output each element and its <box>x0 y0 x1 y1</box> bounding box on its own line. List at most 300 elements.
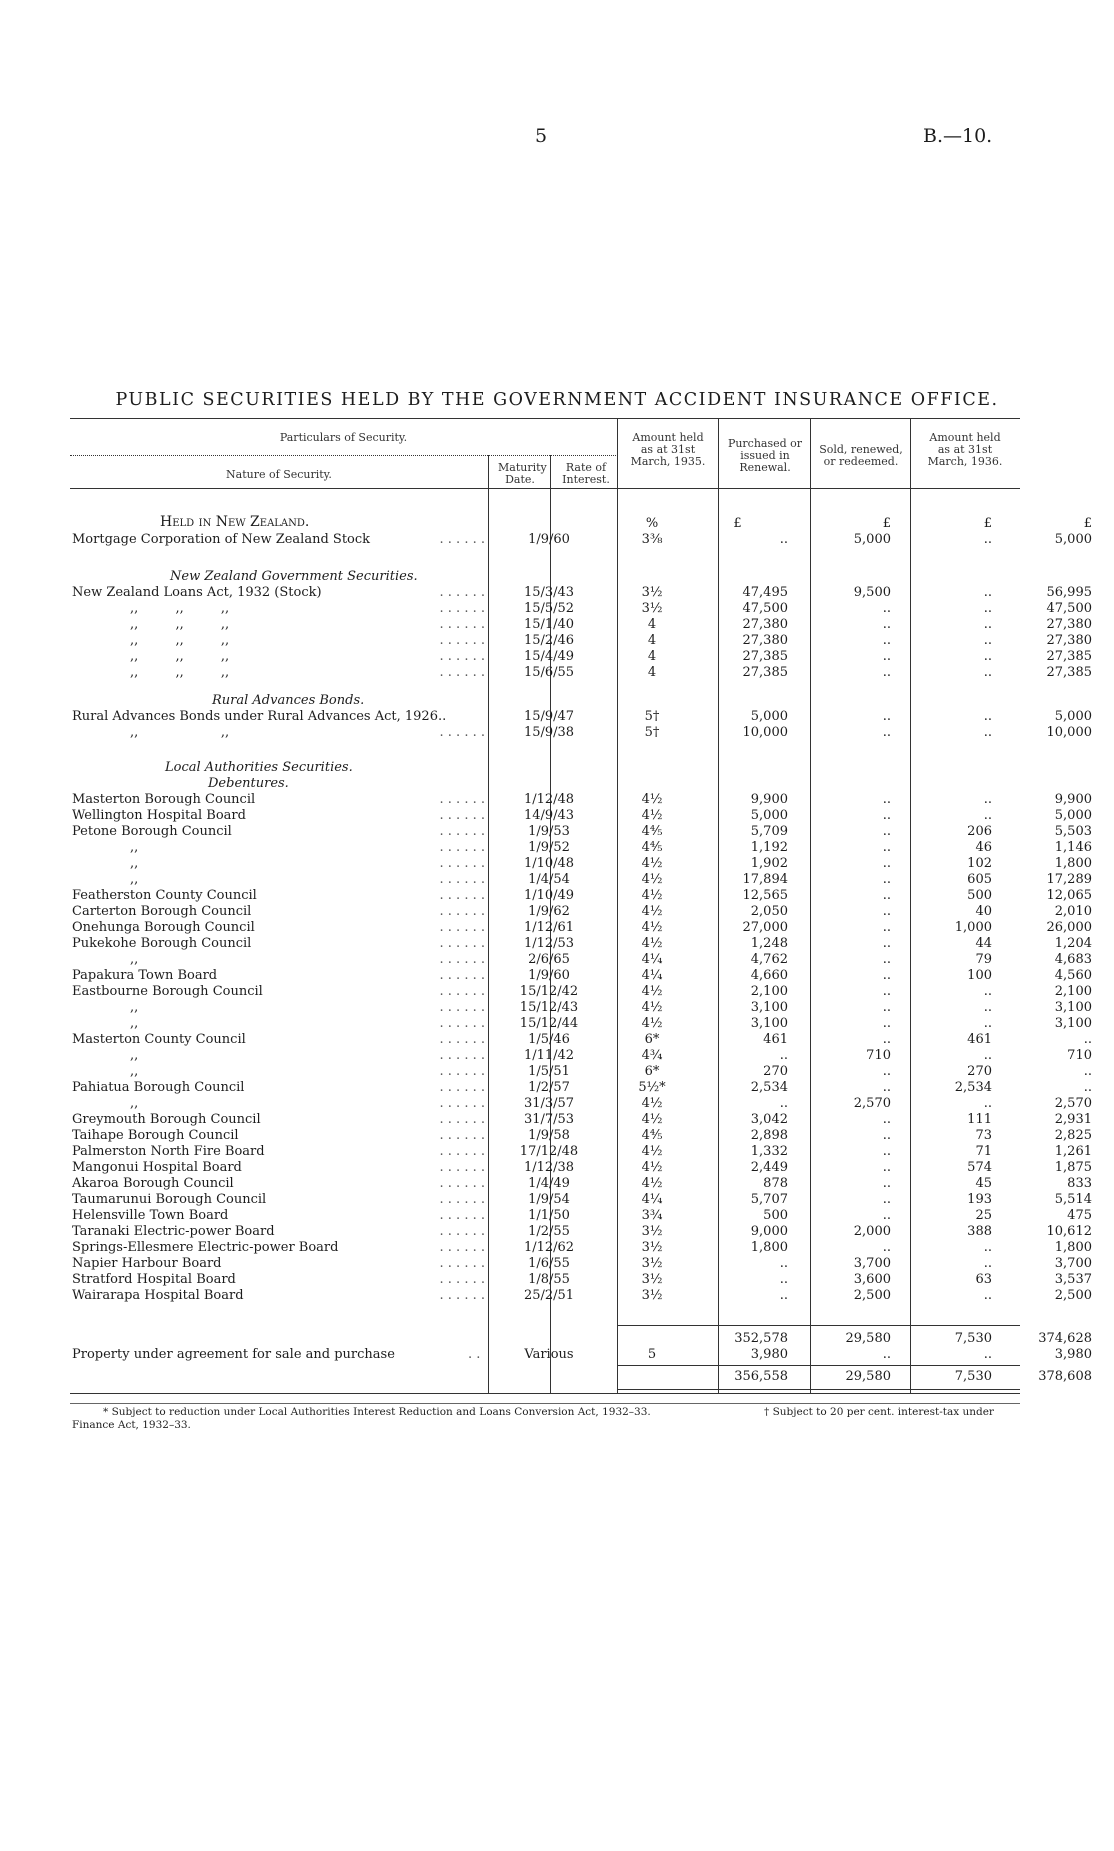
cell-nature: ,, ,, ,, <box>130 665 230 680</box>
header-particulars: Particulars of Security. <box>279 431 408 444</box>
cell-sold: .. <box>983 532 992 547</box>
dot-leader: . . . . . . <box>439 840 485 855</box>
cell-maturity: 1/9/62 <box>528 904 570 919</box>
cell-a35: 1,902 <box>750 856 788 871</box>
cell-rate: 4½ <box>641 1144 663 1159</box>
cell-rate: 3½ <box>641 1288 663 1303</box>
table-row <box>70 1064 1092 1080</box>
cell-pur: .. <box>882 601 891 616</box>
cell-nature: Taihape Borough Council <box>72 1128 239 1143</box>
cell-pur: .. <box>882 888 891 903</box>
cell-rate: 4¼ <box>641 968 663 983</box>
cell-rate: 4¼ <box>641 952 663 967</box>
cell-maturity: 1/10/49 <box>523 888 575 903</box>
dot-leader: . . . . . . <box>439 1048 485 1063</box>
dot-leader: . . . . . . <box>439 1032 485 1047</box>
table-row <box>70 1240 1092 1256</box>
cell-maturity: 1/9/54 <box>528 1192 570 1207</box>
cell-a35: .. <box>779 1096 788 1111</box>
securities-table <box>70 418 1092 1393</box>
table-row <box>70 725 1092 741</box>
cell-nature: Onehunga Borough Council <box>72 920 255 935</box>
dot-leader: . . . . . . <box>439 1160 485 1175</box>
page-title: PUBLIC SECURITIES HELD BY THE GOVERNMENT ACCIDENT INSURANCE OFFICE. <box>115 390 999 410</box>
cell-rate: 4½ <box>641 1176 663 1191</box>
cell-sold: 71 <box>975 1144 992 1159</box>
cell-maturity: 1/9/53 <box>528 824 570 839</box>
cell-pur: .. <box>882 936 891 951</box>
table-row <box>70 1032 1092 1048</box>
cell-pur: 3,600 <box>853 1272 891 1287</box>
cell-nature: Featherston County Council <box>72 888 257 903</box>
cell-maturity: 1/4/49 <box>528 1176 570 1191</box>
cell-a36: 3,100 <box>1054 1016 1092 1031</box>
cell-rate: 4⅘ <box>641 824 663 839</box>
cell-maturity: 1/1/50 <box>528 1208 570 1223</box>
cell-rate: 3½ <box>641 1240 663 1255</box>
dot-leader: . . . . . . <box>439 824 485 839</box>
total-row <box>70 1369 1092 1385</box>
cell-a36: 833 <box>1067 1176 1092 1191</box>
unit-pur: £ <box>882 516 891 531</box>
table-row <box>70 601 1092 617</box>
cell-a36: 10,612 <box>1046 1224 1092 1239</box>
cell-a36: 47,500 <box>1046 601 1092 616</box>
cell-a35: 5,000 <box>750 808 788 823</box>
section-held-nz: Held in New Zealand. <box>160 514 310 530</box>
cell-a35: 270 <box>763 1064 788 1079</box>
table-row <box>70 856 1092 872</box>
subtotal-a36: 374,628 <box>1038 1331 1092 1346</box>
cell-sold: 605 <box>967 872 992 887</box>
table-row <box>70 1112 1092 1128</box>
cell-a35: .. <box>779 532 788 547</box>
cell-rate: 4 <box>647 617 657 632</box>
cell-maturity: 1/2/55 <box>528 1224 570 1239</box>
header-purchased: Purchased or issued in Renewal. <box>727 437 803 474</box>
cell-rate: 6* <box>644 1032 660 1047</box>
cell-pur: .. <box>882 840 891 855</box>
cell-pur: .. <box>882 968 891 983</box>
property-leader: . . <box>468 1347 481 1362</box>
cell-a36: 2,500 <box>1054 1288 1092 1303</box>
unit-a35: £ <box>733 516 742 531</box>
table-row <box>70 920 1092 936</box>
dot-leader: . . . . . . <box>439 1272 485 1287</box>
dot-leader: . . . . . . <box>439 792 485 807</box>
cell-sold: .. <box>983 1048 992 1063</box>
cell-a36: 475 <box>1067 1208 1092 1223</box>
cell-nature: Springs-Ellesmere Electric-power Board <box>72 1240 339 1255</box>
cell-a35: 1,332 <box>750 1144 788 1159</box>
table-row <box>70 1288 1092 1304</box>
cell-rate: 4½ <box>641 808 663 823</box>
dot-leader: . . . . . . <box>439 904 485 919</box>
cell-a36: 5,000 <box>1054 709 1092 724</box>
dot-leader: . . . . . . <box>439 1128 485 1143</box>
cell-a36: 27,380 <box>1046 617 1092 632</box>
cell-pur: .. <box>882 617 891 632</box>
cell-sold: .. <box>983 1000 992 1015</box>
cell-pur: .. <box>882 952 891 967</box>
cell-maturity: 15/9/38 <box>523 725 575 740</box>
dot-leader: . . . . . . <box>439 1144 485 1159</box>
unit-a36: £ <box>1083 516 1092 531</box>
cell-maturity: 15/3/43 <box>523 585 575 600</box>
cell-rate: 4½ <box>641 1096 663 1111</box>
cell-nature: Greymouth Borough Council <box>72 1112 261 1127</box>
cell-nature: Papakura Town Board <box>72 968 218 983</box>
dot-leader: . . . . . . <box>439 920 485 935</box>
property-row <box>70 1347 1092 1363</box>
cell-a36: 3,537 <box>1054 1272 1092 1287</box>
cell-pur: .. <box>882 856 891 871</box>
dot-leader: . . . . . . <box>439 952 485 967</box>
section-nzgs: New Zealand Government Securities. <box>170 569 418 584</box>
cell-a36: 5,000 <box>1054 532 1092 547</box>
cell-rate: 4¾ <box>641 1048 663 1063</box>
table-row <box>70 1192 1092 1208</box>
cell-maturity: 15/5/52 <box>523 601 575 616</box>
dot-leader: . . . . . . <box>439 601 485 616</box>
cell-maturity: 1/8/55 <box>528 1272 570 1287</box>
dot-leader: . . . . . . <box>439 633 485 648</box>
cell-a35: 27,385 <box>742 665 788 680</box>
cell-a36: 56,995 <box>1046 585 1092 600</box>
header-sold: Sold, renewed, or redeemed. <box>819 443 903 468</box>
cell-a36: 1,800 <box>1054 856 1092 871</box>
table-row <box>70 633 1092 649</box>
cell-sold: 206 <box>967 824 992 839</box>
cell-sold: 45 <box>975 1176 992 1191</box>
cell-sold: 461 <box>967 1032 992 1047</box>
dot-leader: . . . . . . <box>439 649 485 664</box>
cell-pur: 3,700 <box>853 1256 891 1271</box>
cell-rate: 3½ <box>641 1224 663 1239</box>
table-row <box>70 617 1092 633</box>
unit-sold: £ <box>983 516 992 531</box>
cell-a35: 27,385 <box>742 649 788 664</box>
dot-leader: . . . . . . <box>439 1208 485 1223</box>
cell-nature: ,, <box>130 1048 139 1063</box>
table-row <box>70 1208 1092 1224</box>
cell-a35: 3,100 <box>750 1016 788 1031</box>
dot-leader: . . . . . . <box>439 1192 485 1207</box>
cell-maturity: 1/12/62 <box>523 1240 575 1255</box>
cell-sold: 388 <box>967 1224 992 1239</box>
cell-a36: 1,800 <box>1054 1240 1092 1255</box>
cell-maturity: 15/4/49 <box>523 649 575 664</box>
cell-nature: Eastbourne Borough Council <box>72 984 263 999</box>
cell-a35: 47,495 <box>742 585 788 600</box>
total-sold: 7,530 <box>954 1369 992 1384</box>
cell-sold: .. <box>983 1288 992 1303</box>
dot-leader: . . . . . . <box>439 808 485 823</box>
cell-a35: .. <box>779 1256 788 1271</box>
cell-a35: 1,800 <box>750 1240 788 1255</box>
cell-pur: .. <box>882 1160 891 1175</box>
cell-a35: 27,380 <box>742 633 788 648</box>
cell-rate: 3½ <box>641 1272 663 1287</box>
dot-leader: . . . . . . <box>439 665 485 680</box>
property-a36: 3,980 <box>1054 1347 1092 1362</box>
cell-pur: 2,570 <box>853 1096 891 1111</box>
cell-a35: 27,000 <box>742 920 788 935</box>
cell-pur: .. <box>882 1064 891 1079</box>
cell-pur: .. <box>882 1032 891 1047</box>
cell-rate: 3¾ <box>641 1208 663 1223</box>
cell-maturity: 1/9/60 <box>528 968 570 983</box>
cell-maturity: 15/6/55 <box>523 665 575 680</box>
cell-rate: 4½ <box>641 872 663 887</box>
cell-rate: 4½ <box>641 888 663 903</box>
cell-nature: ,, <box>130 1064 139 1079</box>
cell-a36: 5,514 <box>1054 1192 1092 1207</box>
cell-nature: ,, <box>130 1016 139 1031</box>
cell-nature: Pukekohe Borough Council <box>72 936 252 951</box>
cell-a35: 2,534 <box>750 1080 788 1095</box>
table-row <box>70 824 1092 840</box>
cell-a36: 9,900 <box>1054 792 1092 807</box>
cell-nature: ,, <box>130 1096 139 1111</box>
cell-a36: 1,146 <box>1054 840 1092 855</box>
unit-rate: % <box>645 516 659 531</box>
cell-a35: 1,248 <box>750 936 788 951</box>
cell-rate: 4 <box>647 649 657 664</box>
cell-pur: .. <box>882 904 891 919</box>
cell-a36: .. <box>1083 1080 1092 1095</box>
cell-a35: 17,894 <box>742 872 788 887</box>
cell-rate: 4½ <box>641 984 663 999</box>
table-row <box>70 1224 1092 1240</box>
cell-maturity: 1/9/58 <box>528 1128 570 1143</box>
dot-leader: . . . . . . <box>439 1256 485 1271</box>
cell-a35: 878 <box>763 1176 788 1191</box>
cell-nature: Petone Borough Council <box>72 824 232 839</box>
property-maturity: Various <box>524 1347 574 1362</box>
cell-a36: 5,000 <box>1054 808 1092 823</box>
cell-sold: 73 <box>975 1128 992 1143</box>
cell-pur: .. <box>882 649 891 664</box>
dot-leader: . . . . . . <box>439 1080 485 1095</box>
dot-leader: . . . . . . <box>439 532 485 547</box>
cell-rate: 4½ <box>641 1016 663 1031</box>
cell-pur: .. <box>882 1144 891 1159</box>
cell-sold: .. <box>983 649 992 664</box>
table-row <box>70 1256 1092 1272</box>
header-amount-1935: Amount held as at 31st March, 1935. <box>630 431 706 468</box>
cell-a35: 47,500 <box>742 601 788 616</box>
dot-leader: . . . . . . <box>439 1112 485 1127</box>
cell-a36: 710 <box>1067 1048 1092 1063</box>
cell-sold: 25 <box>975 1208 992 1223</box>
table-row <box>70 904 1092 920</box>
cell-a35: .. <box>779 1272 788 1287</box>
cell-a36: 27,380 <box>1046 633 1092 648</box>
cell-pur: 9,500 <box>853 585 891 600</box>
cell-a36: 12,065 <box>1046 888 1092 903</box>
cell-maturity: 31/7/53 <box>523 1112 575 1127</box>
table-row <box>70 1272 1092 1288</box>
cell-pur: .. <box>882 1240 891 1255</box>
cell-rate: 4½ <box>641 904 663 919</box>
cell-a35: .. <box>779 1048 788 1063</box>
cell-maturity: 15/12/42 <box>519 984 579 999</box>
cell-rate: 4¼ <box>641 1192 663 1207</box>
cell-a35: 1,192 <box>750 840 788 855</box>
table-row <box>70 665 1092 681</box>
cell-rate: 5† <box>644 725 660 740</box>
header-nature: Nature of Security. <box>226 468 332 481</box>
cell-pur: .. <box>882 824 891 839</box>
property-rate: 5 <box>647 1347 657 1362</box>
dot-leader: . . . . . . <box>439 1016 485 1031</box>
cell-a35: 9,000 <box>750 1224 788 1239</box>
cell-rate: 4½ <box>641 1112 663 1127</box>
cell-nature: Masterton County Council <box>72 1032 246 1047</box>
cell-sold: 2,534 <box>954 1080 992 1095</box>
cell-rate: 4½ <box>641 1000 663 1015</box>
cell-sold: 574 <box>967 1160 992 1175</box>
cell-pur: .. <box>882 808 891 823</box>
cell-a35: 500 <box>763 1208 788 1223</box>
dot-leader: . . . . . . <box>439 1240 485 1255</box>
section-local: Local Authorities Securities. <box>165 760 353 775</box>
cell-nature: Wellington Hospital Board <box>72 808 246 823</box>
cell-sold: .. <box>983 633 992 648</box>
cell-sold: 100 <box>967 968 992 983</box>
table-row <box>70 888 1092 904</box>
cell-a36: 26,000 <box>1046 920 1092 935</box>
cell-maturity: 15/12/43 <box>519 1000 579 1015</box>
dot-leader: . . . . . . <box>439 1000 485 1015</box>
cell-nature: ,, <box>130 952 139 967</box>
cell-rate: 3⅜ <box>641 532 663 547</box>
table-row <box>70 808 1092 824</box>
cell-a36: 1,875 <box>1054 1160 1092 1175</box>
cell-a36: 10,000 <box>1046 725 1092 740</box>
cell-pur: .. <box>882 1000 891 1015</box>
cell-a36: 4,560 <box>1054 968 1092 983</box>
cell-maturity: 31/3/57 <box>523 1096 575 1111</box>
cell-a35: 461 <box>763 1032 788 1047</box>
cell-nature: Mangonui Hospital Board <box>72 1160 242 1175</box>
dot-leader: . . . . . . <box>439 872 485 887</box>
table-row <box>70 1176 1092 1192</box>
cell-maturity: 1/12/48 <box>523 792 575 807</box>
cell-a36: 5,503 <box>1054 824 1092 839</box>
header-rate: Rate of Interest. <box>562 461 610 486</box>
cell-pur: .. <box>882 633 891 648</box>
cell-maturity: 1/6/55 <box>528 1256 570 1271</box>
header-amount-1936: Amount held as at 31st March, 1936. <box>927 431 1003 468</box>
cell-sold: 270 <box>967 1064 992 1079</box>
subtotal-a35: 352,578 <box>734 1331 788 1346</box>
section-rural: Rural Advances Bonds. <box>212 693 365 708</box>
cell-pur: .. <box>882 1080 891 1095</box>
section-debentures: Debentures. <box>208 776 289 791</box>
cell-a35: 5,000 <box>750 709 788 724</box>
property-a35: 3,980 <box>750 1347 788 1362</box>
cell-a36: 2,010 <box>1054 904 1092 919</box>
cell-pur: 5,000 <box>853 532 891 547</box>
cell-sold: .. <box>983 617 992 632</box>
subtotal-row <box>70 1331 1092 1347</box>
cell-rate: 4½ <box>641 1160 663 1175</box>
table-row <box>70 936 1092 952</box>
cell-a35: 9,900 <box>750 792 788 807</box>
cell-maturity: 17/12/48 <box>519 1144 579 1159</box>
table-row <box>70 649 1092 665</box>
cell-nature: ,, ,, ,, <box>130 617 230 632</box>
cell-maturity: 2/6/65 <box>528 952 570 967</box>
cell-maturity: 14/9/43 <box>523 808 575 823</box>
cell-maturity: 15/9/47 <box>523 709 575 724</box>
dot-leader: . . . . . . <box>439 585 485 600</box>
cell-pur: .. <box>882 665 891 680</box>
cell-pur: .. <box>882 1208 891 1223</box>
cell-a35: 2,898 <box>750 1128 788 1143</box>
cell-nature: ,, <box>130 872 139 887</box>
dot-leader: . . . . . . <box>439 968 485 983</box>
cell-a36: 17,289 <box>1046 872 1092 887</box>
cell-rate: 4½ <box>641 792 663 807</box>
cell-nature: Akaroa Borough Council <box>72 1176 234 1191</box>
table-row <box>70 1016 1092 1032</box>
table-row <box>70 952 1092 968</box>
cell-nature: ,, <box>130 840 139 855</box>
cell-sold: .. <box>983 601 992 616</box>
cell-sold: 1,000 <box>954 920 992 935</box>
cell-a36: 3,100 <box>1054 1000 1092 1015</box>
total-a35: 356,558 <box>734 1369 788 1384</box>
cell-maturity: 1/11/42 <box>523 1048 575 1063</box>
cell-nature: Wairarapa Hospital Board <box>72 1288 244 1303</box>
cell-rate: 4⅘ <box>641 840 663 855</box>
table-row <box>70 1128 1092 1144</box>
cell-nature: ,, ,, <box>130 725 230 740</box>
table-row <box>70 1096 1092 1112</box>
cell-pur: .. <box>882 1112 891 1127</box>
cell-sold: .. <box>983 585 992 600</box>
cell-nature: ,, ,, ,, <box>130 649 230 664</box>
table-row <box>70 840 1092 856</box>
cell-pur: 710 <box>866 1048 891 1063</box>
cell-nature: Mortgage Corporation of New Zealand Stock <box>72 532 371 547</box>
cell-pur: .. <box>882 725 891 740</box>
cell-a36: 2,931 <box>1054 1112 1092 1127</box>
cell-sold: .. <box>983 1096 992 1111</box>
subtotal-sold: 7,530 <box>954 1331 992 1346</box>
cell-pur: .. <box>882 792 891 807</box>
cell-a36: 27,385 <box>1046 665 1092 680</box>
cell-pur: .. <box>882 984 891 999</box>
cell-a35: 10,000 <box>742 725 788 740</box>
cell-a35: 27,380 <box>742 617 788 632</box>
cell-a35: .. <box>779 1288 788 1303</box>
cell-pur: 2,000 <box>853 1224 891 1239</box>
cell-a36: 2,100 <box>1054 984 1092 999</box>
cell-maturity: 1/10/48 <box>523 856 575 871</box>
cell-sold: 44 <box>975 936 992 951</box>
cell-sold: .. <box>983 1240 992 1255</box>
cell-rate: 5† <box>644 709 660 724</box>
cell-rate: 4 <box>647 665 657 680</box>
cell-sold: .. <box>983 1016 992 1031</box>
cell-rate: 5½* <box>638 1080 666 1095</box>
cell-a35: 12,565 <box>742 888 788 903</box>
cell-sold: .. <box>983 665 992 680</box>
